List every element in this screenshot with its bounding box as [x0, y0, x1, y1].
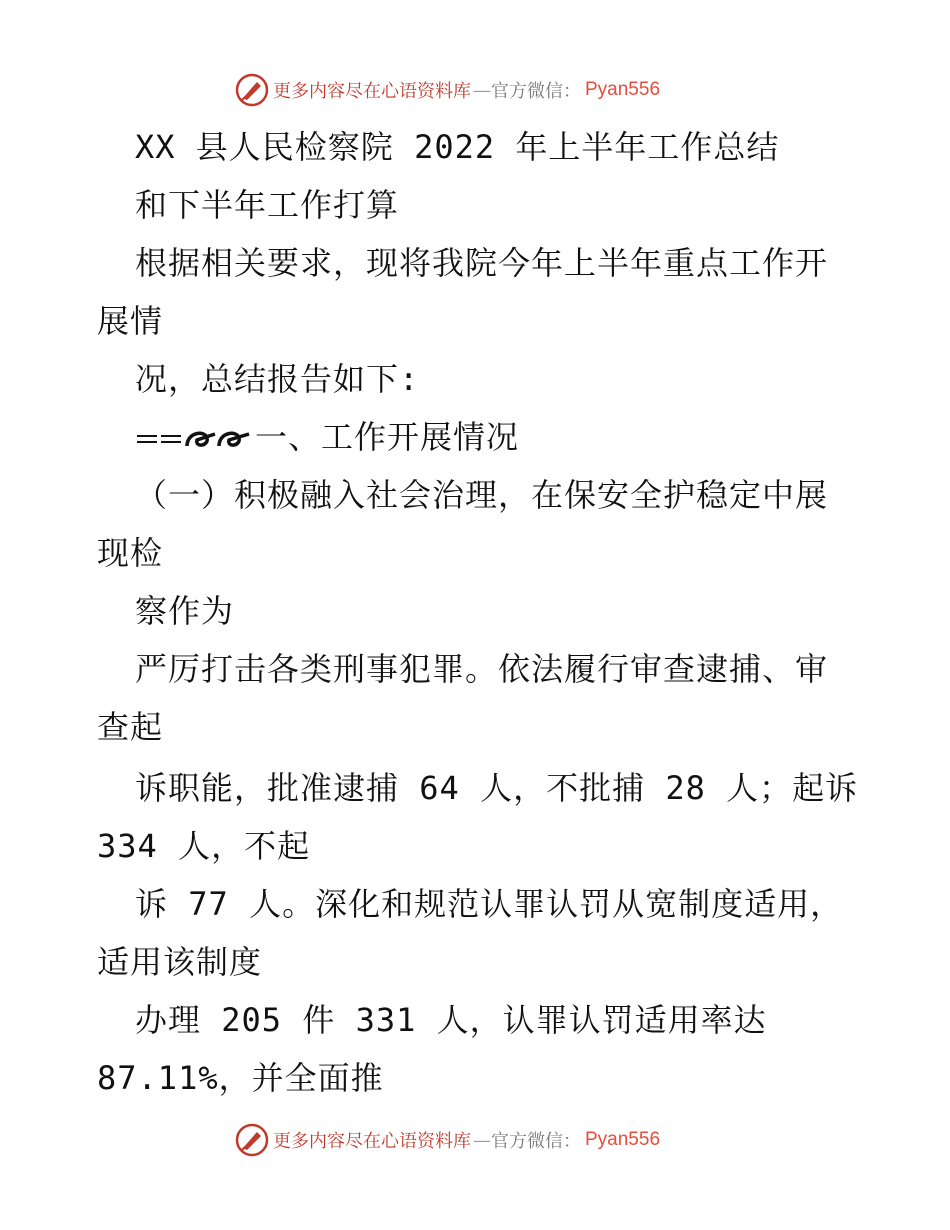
- watermark-separator: —: [473, 79, 491, 101]
- paragraph-line: 严厉打击各类刑事犯罪。依法履行审查逮捕、审: [135, 650, 829, 688]
- doc-title-line1: XX 县人民检察院 2022 年上半年工作总结: [135, 128, 780, 166]
- watermark-text: 更多内容尽在心语资料库: [273, 81, 471, 102]
- paragraph-line: 况，总结报告如下:: [135, 360, 420, 398]
- subheading-line: （一）积极融入社会治理，在保安全护稳定中展: [135, 476, 829, 514]
- watermark-id: Pyan556: [585, 1129, 661, 1150]
- footer-watermark: [235, 1122, 660, 1158]
- section-heading: [0, 417, 950, 457]
- watermark-label: 官方微信：: [491, 1131, 581, 1152]
- doc-title-line2: 和下半年工作打算: [135, 186, 400, 224]
- section-heading-text: 一、工作开展情况: [255, 418, 520, 456]
- paragraph-line: 展情: [97, 302, 164, 340]
- paragraph-line: 根据相关要求，现将我院今年上半年重点工作开: [135, 244, 829, 282]
- pen-logo-icon: [235, 1123, 269, 1157]
- ornament-icon: [135, 424, 255, 454]
- paragraph-line: 87.11%，并全面推: [97, 1059, 384, 1097]
- paragraph-line: 诉 77 人。深化和规范认罪认罚从宽制度适用，: [135, 885, 844, 923]
- subheading-line: 现检: [97, 534, 164, 572]
- watermark-id: Pyan556: [585, 79, 661, 100]
- watermark-text: 更多内容尽在心语资料库: [273, 1131, 471, 1152]
- paragraph-line: 适用该制度: [97, 943, 263, 981]
- subheading-line: 察作为: [135, 592, 235, 630]
- paragraph-line: 诉职能，批准逮捕 64 人，不批捕 28 人；起诉: [135, 769, 859, 807]
- header-watermark: [235, 72, 660, 108]
- paragraph-line: 334 人，不起: [97, 827, 311, 865]
- paragraph-line: 办理 205 件 331 人，认罪认罚适用率达: [135, 1001, 767, 1039]
- watermark-label: 官方微信：: [491, 81, 581, 102]
- paragraph-line: 查起: [97, 708, 164, 746]
- pen-logo-icon: [235, 73, 269, 107]
- watermark-separator: —: [473, 1129, 491, 1151]
